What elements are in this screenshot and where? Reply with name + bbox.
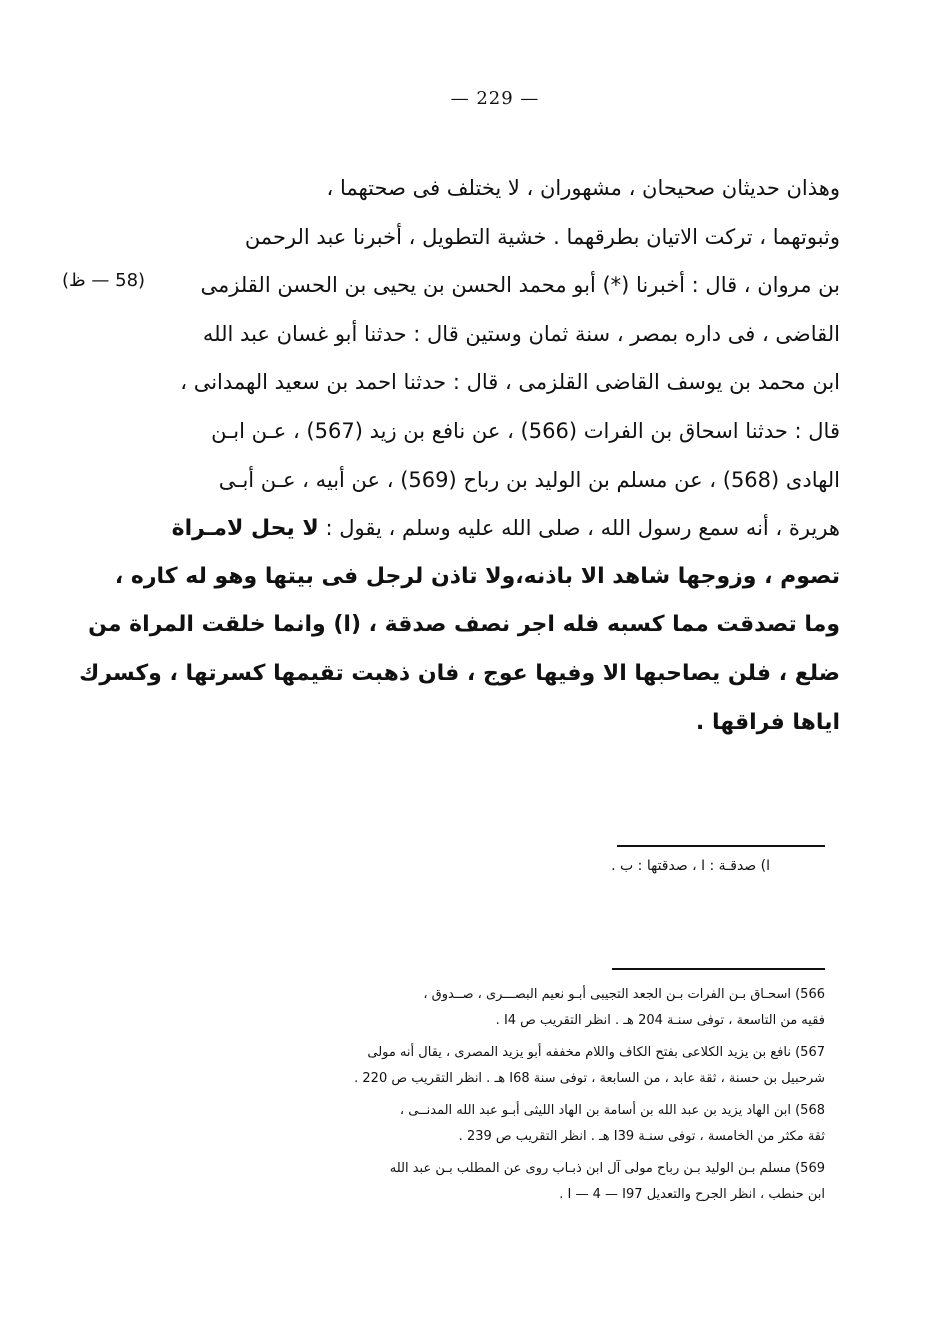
hadith-quote-line: ضلع ، فلن يصاحبها الا وفيها عوج ، فان ذهبت تقيمها كسرتها ، وكسرك bbox=[79, 660, 840, 686]
footnote-line: 567) نافع بن يزيد الكلاعى بفتح الكاف واللام مخففه أبو يزيد المصرى ، يقال أنه مولى bbox=[367, 1045, 825, 1060]
margin-note: (58 — ظ) bbox=[62, 270, 146, 291]
footnote-568 bbox=[160, 1098, 825, 1149]
hadith-quote-line: اياها فراقها . bbox=[695, 709, 840, 735]
footnote-569 bbox=[160, 1156, 825, 1207]
body-line-plain: هريرة ، أنه سمع رسول الله ، صلى الله عليه وسلم ، يقول : bbox=[325, 516, 840, 541]
footnote-divider bbox=[612, 968, 825, 970]
footnote-line: ابن حنطب ، انظر الجرح والتعديل I — 4 — I97 . bbox=[559, 1186, 825, 1202]
footnote-divider bbox=[617, 845, 825, 847]
footnote-line: فقيه من التاسعة ، توفى سنـة 204 هـ . انظر التقريب ص I4 . bbox=[495, 1012, 825, 1028]
footnotes bbox=[160, 982, 825, 1214]
footnote-line: 568) ابن الهاد يزيد بن عبد الله بن أسامة بن الهاد الليثى أبـو عبد الله المدنــى ، bbox=[399, 1103, 825, 1118]
body-line: الهادى (568) ، عن مسلم بن الوليد بن رباح (569) ، عن أبيه ، عـن أبـى bbox=[218, 467, 840, 492]
footnote-line: 566) اسحـاق بـن الفرات بـن الجعد التجيبى أبـو نعيم البصـــرى ، صــدوق ، bbox=[423, 987, 825, 1002]
body-line bbox=[160, 504, 840, 553]
footnote-567 bbox=[160, 1040, 825, 1091]
hadith-quote-line: وما تصدقت مما كسبه فله اجر نصف صدقة ، (ا) وانما خلقت المراة من bbox=[88, 612, 840, 638]
footnote-line: شرحبيل بن حسنة ، ثقة عابد ، من السابعة ، توفى سنة I68 هـ . انظر التقريب ص 220 . bbox=[354, 1070, 825, 1086]
footnote-line: 569) مسلم بـن الوليد بـن رباح مولى آل ابن ذبـاب روى عن المطلب بـن عبد الله bbox=[389, 1161, 825, 1176]
page-number: — 229 — bbox=[450, 88, 540, 109]
body-line: وثبوتهما ، تركت الاتيان بطرقهما . خشية التطويل ، أخبرنا عبد الرحمن bbox=[244, 224, 840, 249]
footnote-line: ثقة مكثر من الخامسة ، توفى سنـة I39 هـ . انظر التقريب ص 239 . bbox=[458, 1128, 825, 1144]
footnote-566 bbox=[160, 982, 825, 1033]
hadith-quote-line: تصوم ، وزوجها شاهد الا باذنه،ولا تاذن لرجل فى بيتها وهو له كاره ، bbox=[114, 563, 840, 589]
body-line: ابن محمد بن يوسف القاضى القلزمى ، قال : حدثنا احمد بن سعيد الهمدانى ، bbox=[180, 370, 840, 395]
body-line: بن مروان ، قال : أخبرنا (*) أبو محمد الحسن بن يحيى بن الحسن القلزمى bbox=[200, 273, 840, 298]
hadith-quote-start: لا يحل لامـراة bbox=[171, 516, 319, 542]
body-line: القاضى ، فى داره بمصر ، سنة ثمان وستين قال : حدثنا أبو غسان عبد الله bbox=[202, 321, 840, 346]
body-line: وهذان حديثان صحيحان ، مشهوران ، لا يختلف فى صحتهما ، bbox=[326, 176, 840, 200]
variant-reading-note: ا) صدقـة : ا ، صدقتها : ب . bbox=[611, 858, 770, 874]
body-line: قال : حدثنا اسحاق بن الفرات (566) ، عن نافع بن زيد (567) ، عـن ابـن bbox=[211, 418, 840, 443]
